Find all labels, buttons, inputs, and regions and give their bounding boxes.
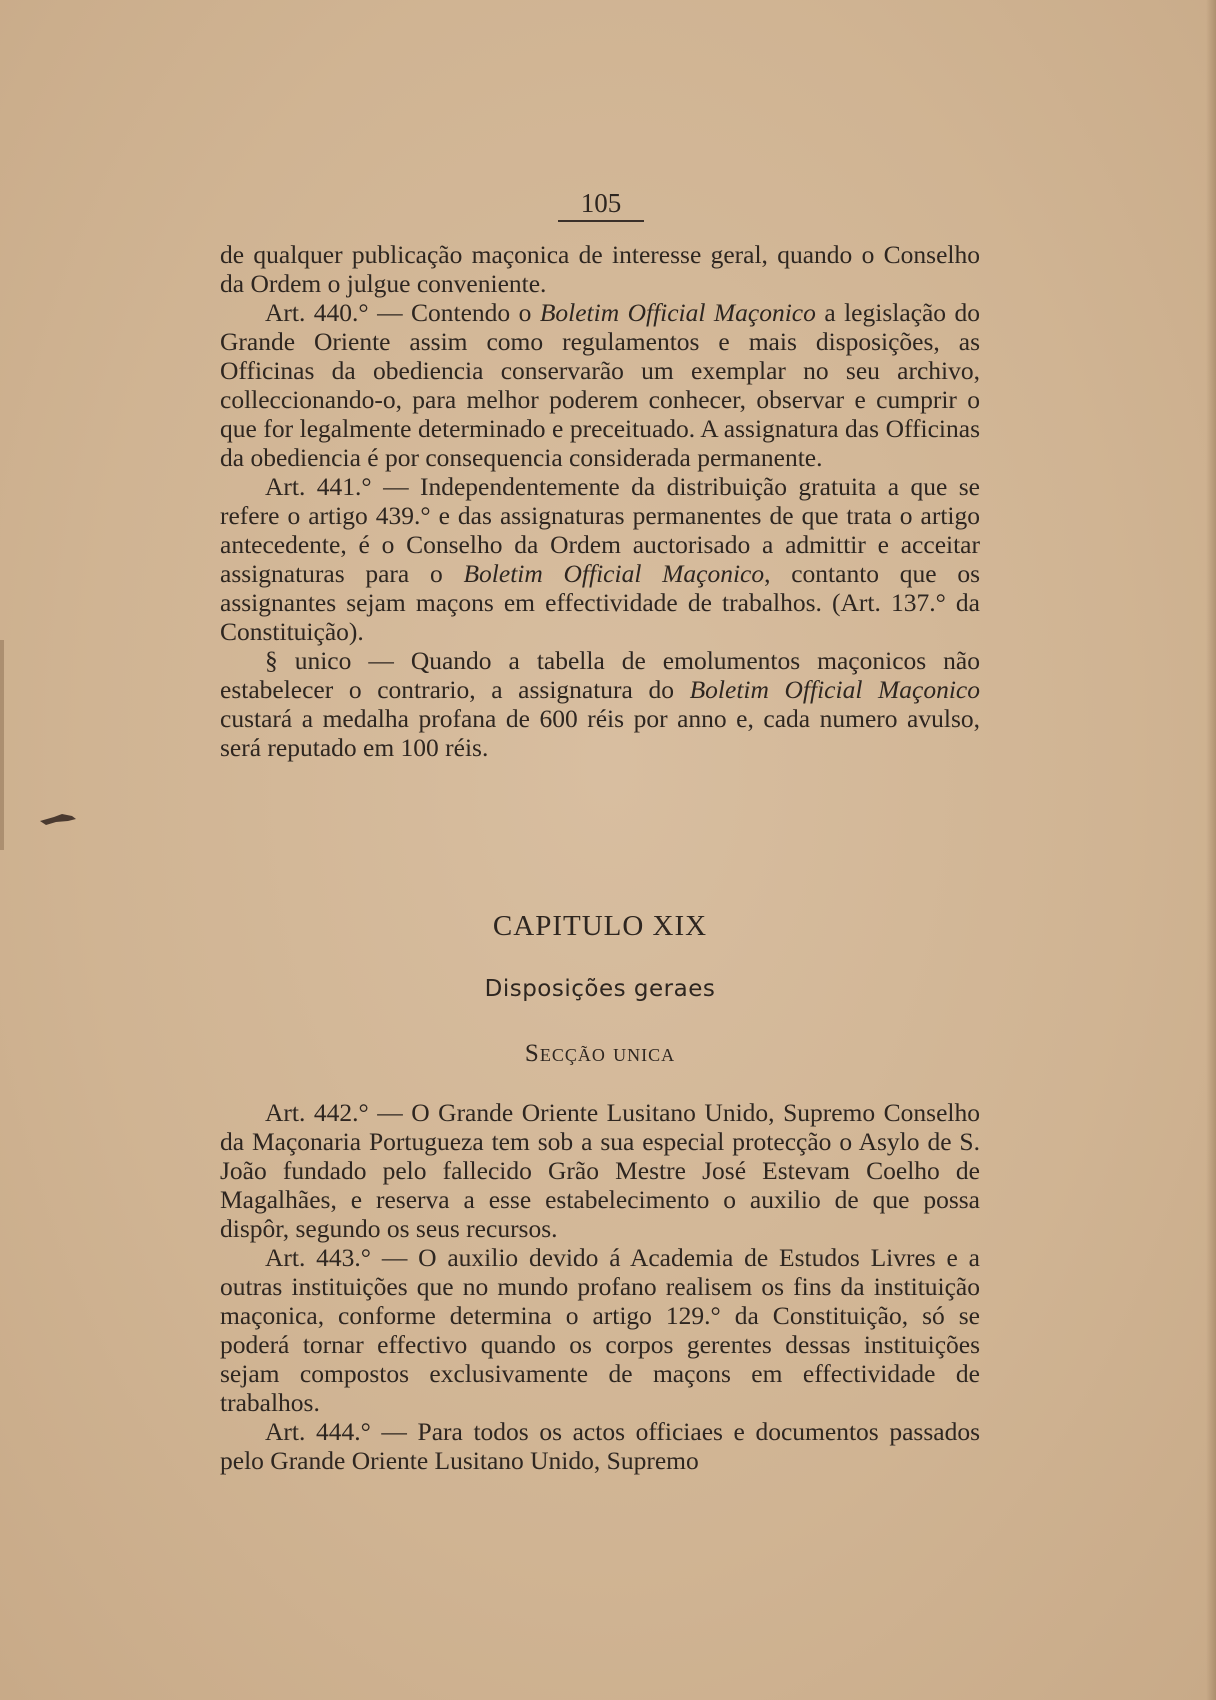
- art-441-rest: , contanto que os assignantes sejam maçons em effectividade de trabalhos. (Art. 137.° da Constituição).: [220, 559, 980, 646]
- paragraph-continuation: de qualquer publicação maçonica de interesse geral, quando o Conselho da Ordem o julgue conveniente.: [220, 240, 980, 298]
- section-title: Secção unica: [524, 1040, 676, 1067]
- chapter-title: CAPITULO XIX: [492, 910, 708, 942]
- art-441-title-italic: Boletim Official Maçonico: [463, 559, 765, 588]
- unico-rest: custará a medalha profana de 600 réis por anno e, cada numero avulso, será reputado em 100 réis.: [220, 704, 980, 762]
- page-number: 105: [580, 188, 622, 218]
- ink-blot-mark: [38, 812, 78, 826]
- paragraph-art-441: [220, 472, 980, 646]
- paragraph-art-443: Art. 443.° — O auxilio devido á Academia de Estudos Livres e a outras instituições que no mundo profano realisem os fins da instituição maçonica, conforme determina o artigo 129.° da Constituição, só se poderá tornar effectivo quando os corpos gerentes dessas instituições sejam compostos exclusivamente de maçons em effectividade de trabalhos.: [220, 1243, 980, 1417]
- text-block-bottom: [220, 1098, 980, 1475]
- paragraph-art-442: Art. 442.° — O Grande Oriente Lusitano Unido, Supremo Conselho da Maçonaria Portugueza tem sob a sua especial protecção o Asylo de S. João fundado pelo fallecido Grão Mestre José Estevam Coelho de Magalhães, e reserva a esse estabelecimento o auxilio de que possa dispôr, segundo os seus recursos.: [220, 1098, 980, 1243]
- page-header: [558, 186, 644, 222]
- art-440-title-italic: Boletim Official Maçonico: [539, 298, 816, 327]
- art-440-rest: a legislação do Grande Oriente assim como regulamentos e mais disposições, as Officinas da obediencia conservarão um exemplar no seu archivo, colleccionando-o, para melhor poderem conhecer, observar e cumprir o que for legalmente determinado e preceituado. A assignatura das Officinas da obediencia é por consequencia considerada permanente.: [220, 298, 980, 472]
- paragraph-section-unico: [220, 646, 980, 762]
- art-441-text: Art. 441.° — Independentemente da distribuição gratuita a que se refere o artigo 439.° e das assignaturas permanentes de que trata o artigo antecedente, é o Conselho da Ordem auctorisado a admittir e acceitar assignaturas para o: [220, 472, 980, 588]
- binding-mark: [0, 640, 4, 850]
- art-440-text: Art. 440.° — Contendo o: [265, 298, 540, 327]
- unico-text: § unico — Quando a tabella de emolumentos maçonicos não estabelecer o contrario, a assignatura do: [220, 646, 980, 704]
- page-edge-shadow: [1206, 0, 1216, 1700]
- text-block-top: [220, 240, 980, 762]
- header-rule: [558, 220, 644, 222]
- unico-title-italic: Boletim Official Maçonico: [689, 675, 980, 704]
- chapter-subtitle: Disposições geraes: [484, 976, 716, 1002]
- paragraph-art-440: [220, 298, 980, 472]
- paragraph-art-444: Art. 444.° — Para todos os actos officiaes e documentos passados pelo Grande Oriente Lusitano Unido, Supremo: [220, 1417, 980, 1475]
